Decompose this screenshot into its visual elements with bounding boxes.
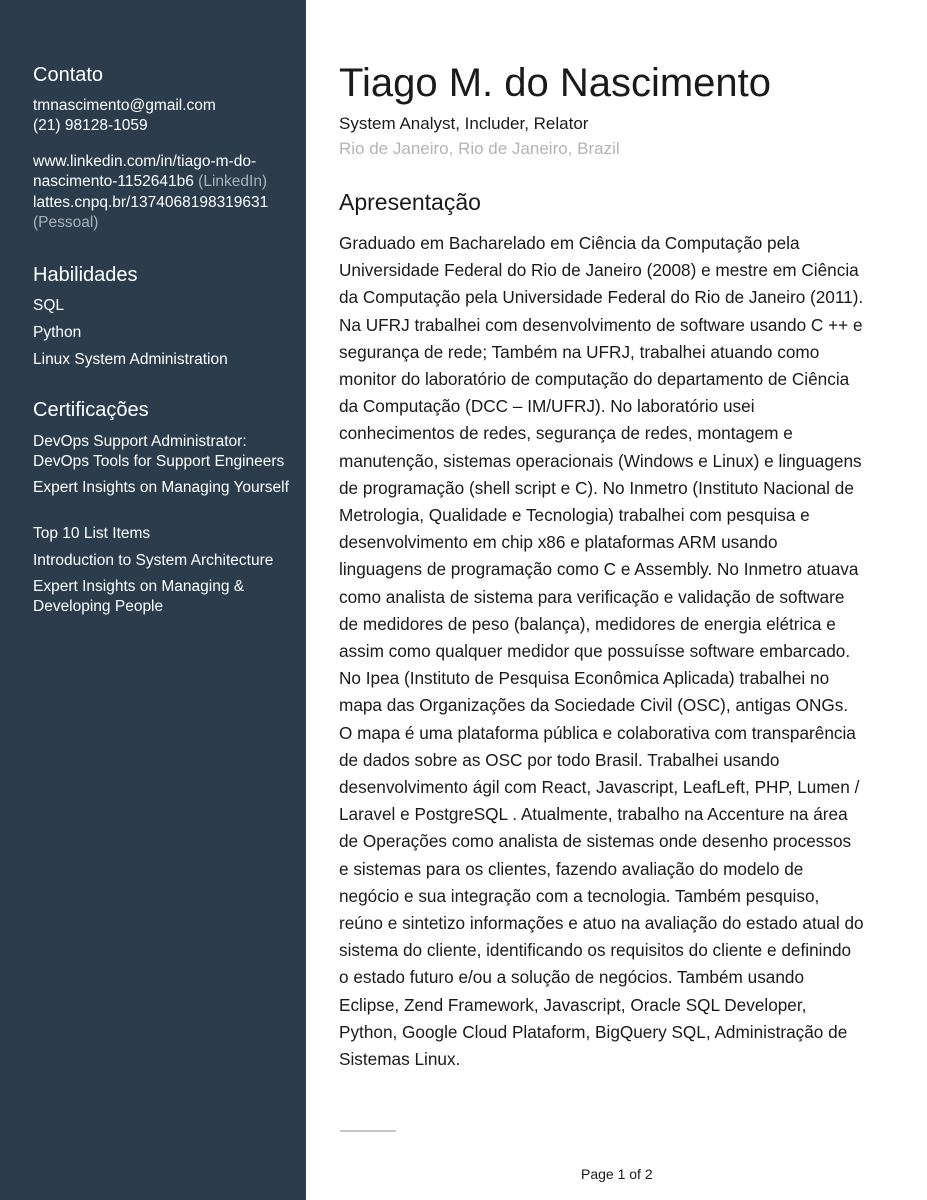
skill-item: SQL: [33, 297, 65, 314]
page-number: Page 1 of 2: [581, 1166, 653, 1182]
contact-email[interactable]: tmnascimento@gmail.com: [33, 97, 216, 114]
certification-item: DevOps Support Administrator: DevOps Tools for Support Engineers: [33, 433, 285, 470]
certifications-section-title: Certificações: [33, 399, 149, 421]
summary-text: Graduado em Bacharelado em Ciência da Computação pela Universidade Federal do Rio de Janeiro (2008) e mestre em Ciência da Computação pela Universidade Federal do Rio de Janeiro (2011). Na UFRJ trabalhei com desenvolvimento de software usando C ++ e segurança de rede; Também na UFRJ, trabalhei atuando como monitor do laboratório de computação do departamento de Ciência da Computação (DCC – IM/UFRJ). No laboratório usei conhecimentos de redes, segurança de redes, montagem e manutenção, sistemas operacionais (Windows e Linux) e linguagens de programação (shell script e C). No Inmetro (Instituto Nacional de Metrologia, Qualidade e Tecnologia) trabalhei com pesquisa e desenvolvimento em chip x86 e plataformas ARM usando linguagens de programação como C e Assembly. No Inmetro atuava como analista de sistema para verificação e validação de software de medidores de peso (balança), medidores de energia elétrica e assim como qualquer medidor que possuísse software embarcado. No Ipea (Instituto de Pesquisa Econômica Aplicada) trabalhei no mapa das Organizações da Sociedade Civil (OSC), antigas ONGs. O mapa é uma plataforma pública e colaborativa com transparência de dados sobre as OSC por todo Brasil. Trabalhei usando desenvolvimento ágil com React, Javascript, LeafLeft, PHP, Lumen / Laravel e PostgreSQL . Atualmente, trabalho na Accenture na área de Operações como analista de sistemas onde desenho processos e sistemas para os clientes, fazendo avaliação do modelo de negócio e sua integração com a tecnologia. Também pesquiso, reúno e sintetizo informações e atuo na avaliação do estado atual do sistema do cliente, identificando os requisitos do cliente e definindo o estado futuro e/ou a solução de negócios. Também usando Eclipse, Zend Framework, Javascript, Oracle SQL Developer, Python, Google Cloud Plataform, BigQuery SQL, Administração de Sistemas Linux.: [339, 233, 864, 1070]
certification-item: Expert Insights on Managing & Developing People: [33, 578, 245, 615]
linkedin-label: (LinkedIn): [198, 173, 268, 190]
location: Rio de Janeiro, Rio de Janeiro, Brazil: [339, 139, 620, 158]
skills-section-title: Habilidades: [33, 264, 138, 286]
headline: System Analyst, Includer, Relator: [339, 114, 589, 133]
certification-item: Introduction to System Architecture: [33, 552, 274, 569]
linkedin-link-line1[interactable]: www.linkedin.com/in/tiago-m-do-: [33, 153, 257, 170]
certification-item: Top 10 List Items: [33, 525, 151, 542]
contact-phone: (21) 98128-1059: [33, 117, 148, 134]
lattes-label: (Pessoal): [33, 214, 99, 231]
contact-section-title: Contato: [33, 64, 104, 86]
summary-section-title: Apresentação: [339, 189, 481, 215]
certification-item: Expert Insights on Managing Yourself: [33, 479, 289, 496]
divider: [340, 1130, 396, 1132]
linkedin-link-line2[interactable]: [33, 173, 267, 191]
skill-item: Python: [33, 324, 82, 341]
lattes-link[interactable]: lattes.cnpq.br/1374068198319631: [33, 194, 269, 211]
sidebar: [0, 0, 306, 1200]
linkedin-url-tail[interactable]: nascimento-1152641b6: [33, 173, 194, 190]
skill-item: Linux System Administration: [33, 351, 228, 368]
person-name: Tiago M. do Nascimento: [339, 61, 772, 105]
